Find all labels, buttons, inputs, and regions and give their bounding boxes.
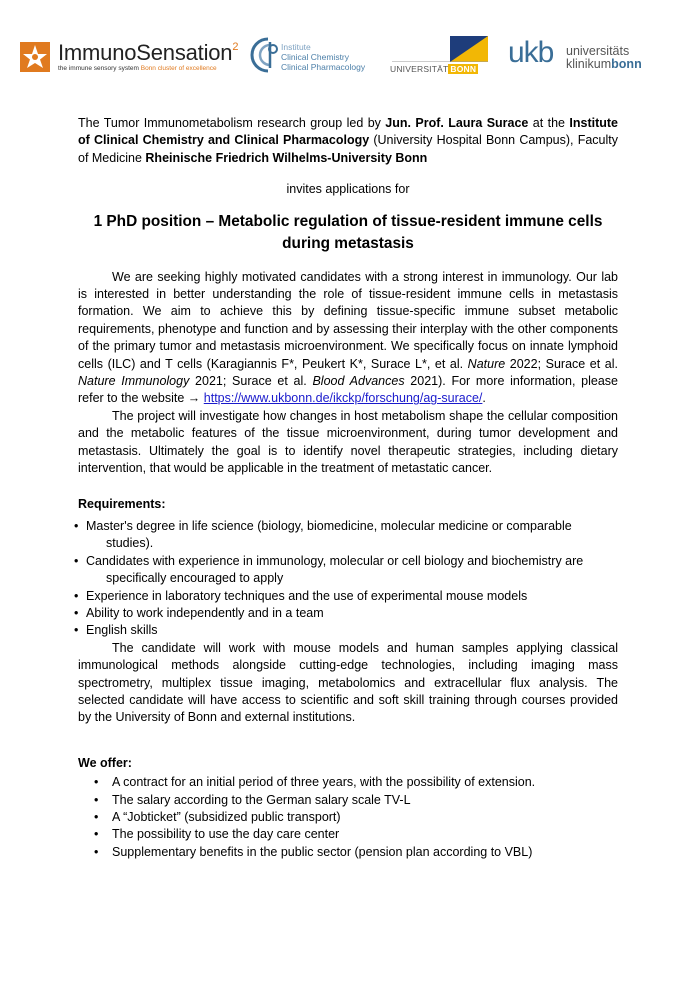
institute-name: Institute of Clinical Chemistry and Clinical Pharmacology [78,116,618,148]
ukb-line2: klinikumbonn [566,57,642,71]
offer-heading: We offer: [78,755,132,770]
ukb-letters: ukb [508,36,554,69]
position-title: 1 PhD position – Metabolic regulation of tissue-resident immune cells during metastasis [93,212,603,252]
ikckp-line3: Clinical Pharmacology [281,62,366,72]
requirements-heading: Requirements: [78,496,166,511]
description-paragraph-3: The candidate will work with mouse models and human samples applying classical immunological methods alongside cutting-edge technologies, including imaging mass spectrometry, multiplex tissue imaging, metabolomics and extracellular flux analysis. The selected candidate will have access to scientific and soft skill training through courses provided by the University of Bonn and external institutions. [78,640,618,725]
immunosensation-icon [20,42,50,72]
document-body [78,115,618,861]
requirements-list [78,518,618,640]
list-item: • A contract for an initial period of three years, with the possibility of extension. [78,774,618,791]
uni-bonn-wordmark: UNIVERSITÄT BONN [390,64,477,74]
list-item: • Experience in laboratory techniques and the use of experimental mouse models [74,588,618,605]
group-website-link[interactable]: https://www.ukbonn.de/ikckp/forschung/ag-surace/ [203,391,483,406]
list-item: • A “Jobticket” (subsidized public transport) [78,809,618,826]
list-item: • The salary according to the German salary scale TV-L [78,792,618,809]
ikckp-logo [250,36,380,80]
logo-bar [0,0,700,100]
description-paragraph-2: The project will investigate how changes in host metabolism shape the cellular composition and the metabolic features of the tissue microenvironment, during tumor development and metastasis. Ultimately the goal is to identify novel therapeutic strategies, including dietary intervention, that would be applicable in the treatment of metastatic cancer. [78,408,618,476]
university-name: Rheinische Friedrich Wilhelms-University Bonn [145,150,428,165]
ikckp-text [281,42,365,72]
ikckp-line2: Clinical Chemistry [281,52,350,62]
description-paragraph-1: We are seeking highly motivated candidates with a strong interest in immunology. Our lab is interested in better understanding the role of tissue-resident immune cells in metastasis formation. We aim to achieve this by defining tissue-specific immune subset metabolic requirements, phenotype and function and by assessing their interplay with the other components of the primary tumor and metastasis microenvironment. We specifically focus on innate lymphoid cells (ILC) and T cells (Karagiannis F*, Peukert K*, Surace L*, et al. Nature 2022; Surace et al. Nature Immunology 2021; Surace et al. Blood Advances 2021). For more information, please refer to the website → https://www.ukbonn.de/ikckp/forschung/ag-surace/. [78,269,618,406]
list-item: • Supplementary benefits in the public sector (pension plan according to VBL) [78,844,618,861]
immunosensation-tagline: the immune sensory system Bonn cluster of excellence [58,65,217,72]
invites-line: invites applications for [286,182,410,197]
immunosensation-logo [20,38,239,78]
uni-bonn-logo [390,36,490,78]
ukb-text [566,45,642,71]
intro-paragraph: The Tumor Immunometabolism research group led by Jun. Prof. Laura Surace at the Institute of Clinical Chemistry and Clinical Pharmacology (University Hospital Bonn Campus), Faculty of Medicine Rheinische Friedrich Wilhelms-University Bonn [78,116,618,165]
list-item: • The possibility to use the day care center [78,826,618,843]
ikckp-emblem-icon [250,36,280,74]
ukb-logo [508,36,658,80]
ukb-line1: universitäts [566,44,630,58]
list-item: • Ability to work independently and in a team [74,605,618,622]
list-item: • English skills [74,622,618,639]
list-item: • Candidates with experience in immunology, molecular or cell biology and biochemistry are specifically encouraged to apply [74,553,618,588]
ikckp-line1: Institute [281,42,311,52]
list-item: • Master's degree in life science (biology, biomedicine, molecular medicine or comparable studies). [74,518,618,553]
group-leader: Jun. Prof. Laura Surace [385,116,529,130]
offer-list [78,774,618,861]
immunosensation-name: ImmunoSensation$^2$ [58,40,239,65]
uni-bonn-emblem-icon [392,36,488,62]
